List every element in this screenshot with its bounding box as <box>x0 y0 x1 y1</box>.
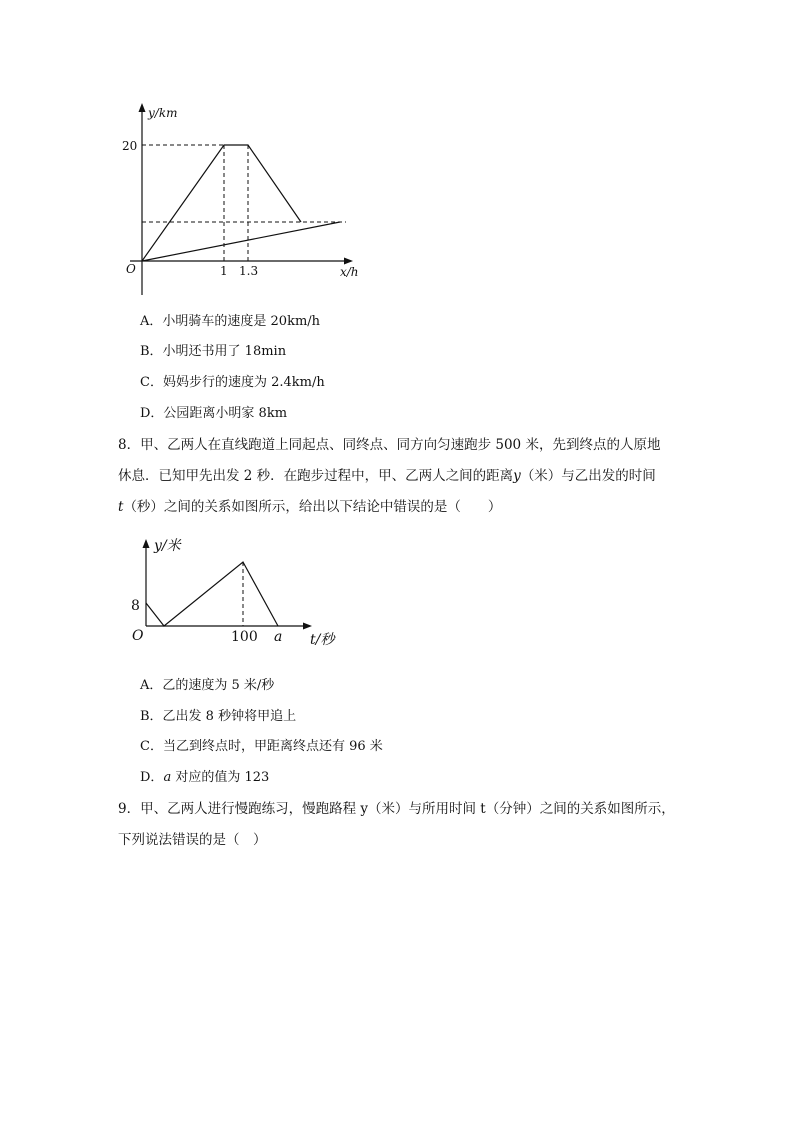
origin-label: O <box>126 262 136 276</box>
q8-option-a[interactable]: A．乙的速度为 5 米/秒 <box>140 678 275 693</box>
q8-line-3-text: （秒）之间的关系如图所示，给出以下结论中错误的是（ ） <box>123 499 502 515</box>
x-axis-2-arrow <box>303 623 312 630</box>
x-tick-1-3: 1.3 <box>239 264 259 278</box>
x-tick-1: 1 <box>220 264 228 278</box>
q8-option-d-rest: 对应的值为 123 <box>171 770 270 785</box>
q8-var-y: y <box>513 468 521 484</box>
origin-label-2: O <box>132 628 144 644</box>
x-axis-arrow <box>344 258 353 265</box>
q7-option-a[interactable]: A．小明骑车的速度是 20km/h <box>140 314 321 329</box>
y-tick-20: 20 <box>122 139 138 153</box>
q8-line-1: 8．甲、乙两人在直线跑道上同起点、同终点、同方向匀速跑步 500 米，先到终点的人原地 <box>118 437 661 453</box>
q7-option-d[interactable]: D．公园距离小明家 8km <box>140 406 288 421</box>
x-tick-100: 100 <box>231 629 258 645</box>
xiaoming-path <box>142 145 301 261</box>
y-axis-label: y/km <box>148 106 178 120</box>
q8-option-d-var: a <box>163 770 172 785</box>
q8-line-2 <box>118 467 656 485</box>
distance-time-graph-2 <box>120 530 350 650</box>
y-tick-8: 8 <box>131 598 140 614</box>
y-axis-2-arrow <box>143 539 150 548</box>
q7-option-b[interactable]: B．小明还书用了 18min <box>140 344 287 359</box>
q8-line-3 <box>118 498 501 516</box>
q8-line-2-text: 休息．已知甲先出发 2 秒．在跑步过程中，甲、乙两人之间的距离 <box>118 468 514 484</box>
x-axis-label: x/h <box>340 265 359 279</box>
q8-var-t: t <box>118 499 124 515</box>
distance-time-graph-1 <box>110 95 380 305</box>
q8-option-d-prefix: D． <box>140 770 164 785</box>
mother-path <box>142 222 340 261</box>
q8-option-c[interactable]: C．当乙到终点时，甲距离终点还有 96 米 <box>140 739 383 754</box>
q8-option-b[interactable]: B．乙出发 8 秒钟将甲追上 <box>140 709 297 724</box>
q8-option-d[interactable] <box>140 770 269 786</box>
q9-line-1: 9．甲、乙两人进行慢跑练习，慢跑路程 y（米）与所用时间 t（分钟）之间的关系如图所示， <box>118 801 675 817</box>
q9-line-2: 下列说法错误的是（ ） <box>118 832 267 848</box>
distance-path <box>146 562 278 626</box>
y-axis-arrow <box>139 103 146 112</box>
x-tick-a: a <box>274 629 283 645</box>
x-axis-2-label: t/秒 <box>310 632 335 648</box>
q7-option-c[interactable]: C．妈妈步行的速度为 2.4km/h <box>140 375 325 390</box>
y-axis-2-label: y/米 <box>154 538 181 554</box>
q8-line-2-end: （米）与乙出发的时间 <box>520 468 656 484</box>
